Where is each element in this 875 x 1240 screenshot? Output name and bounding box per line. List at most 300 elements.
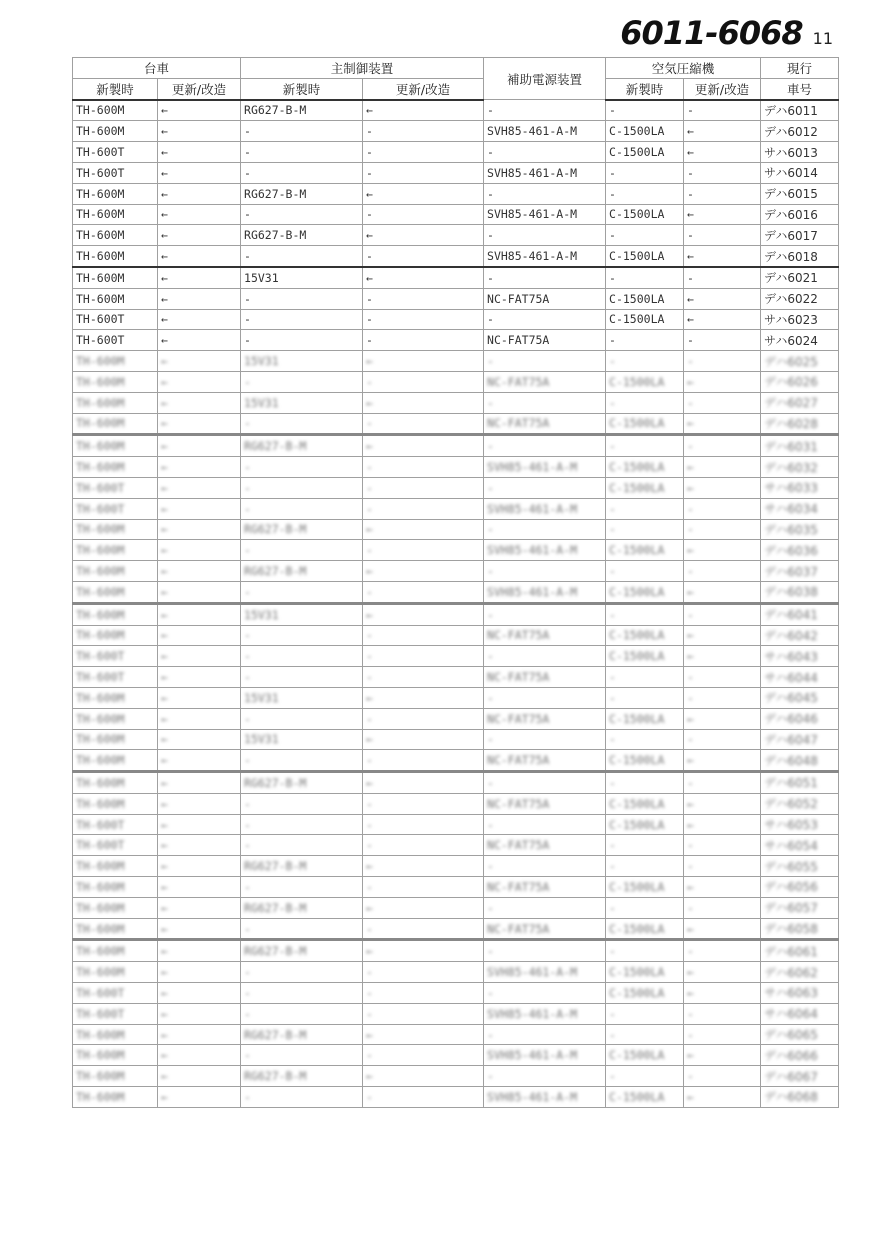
cell-bogie-new: TH-600M xyxy=(73,100,158,121)
cell-compressor-renovated: ← xyxy=(684,793,761,814)
table-row xyxy=(73,983,839,1004)
cell-car-number: デハ6025 xyxy=(761,351,839,372)
cell-car-number: サハ6013 xyxy=(761,142,839,163)
cell-compressor-renovated: - xyxy=(684,687,761,708)
cell-aux-power: - xyxy=(484,1066,606,1087)
cell-bogie-new: TH-600T xyxy=(73,330,158,351)
cell-aux-power: - xyxy=(484,309,606,330)
column-group-bogie: 台車 xyxy=(73,58,241,79)
cell-controller-renovated: - xyxy=(363,814,484,835)
cell-bogie-renovated: ← xyxy=(158,667,241,688)
cell-controller-new: - xyxy=(241,1045,363,1066)
cell-car-number: デハ6056 xyxy=(761,877,839,898)
column-header-controller-new: 新製時 xyxy=(241,78,363,99)
cell-bogie-new: TH-600M xyxy=(73,371,158,392)
table-row xyxy=(73,877,839,898)
cell-controller-renovated: - xyxy=(363,877,484,898)
cell-bogie-new: TH-600M xyxy=(73,183,158,204)
cell-bogie-renovated: ← xyxy=(158,625,241,646)
cell-car-number: デハ6052 xyxy=(761,793,839,814)
cell-bogie-renovated: ← xyxy=(158,962,241,983)
cell-bogie-renovated: ← xyxy=(158,162,241,183)
cell-car-number: サハ6024 xyxy=(761,330,839,351)
cell-controller-renovated: - xyxy=(363,646,484,667)
cell-controller-renovated: ← xyxy=(363,1066,484,1087)
table-row xyxy=(73,793,839,814)
cell-aux-power: SVH85-461-A-M xyxy=(484,962,606,983)
cell-bogie-new: TH-600M xyxy=(73,687,158,708)
cell-bogie-renovated: ← xyxy=(158,814,241,835)
cell-car-number: サハ6053 xyxy=(761,814,839,835)
cell-controller-renovated: - xyxy=(363,498,484,519)
cell-compressor-renovated: ← xyxy=(684,288,761,309)
column-group-main-controller: 主制御装置 xyxy=(241,58,484,79)
cell-car-number: サハ6033 xyxy=(761,477,839,498)
cell-bogie-renovated: ← xyxy=(158,121,241,142)
cell-bogie-renovated: ← xyxy=(158,246,241,267)
cell-bogie-new: TH-600M xyxy=(73,940,158,962)
column-header-compressor-renovated: 更新/改造 xyxy=(684,78,761,99)
cell-compressor-renovated: - xyxy=(684,392,761,413)
cell-bogie-new: TH-600T xyxy=(73,309,158,330)
cell-bogie-renovated: ← xyxy=(158,351,241,372)
cell-controller-new: 15V31 xyxy=(241,351,363,372)
cell-controller-new: - xyxy=(241,162,363,183)
cell-controller-new: - xyxy=(241,413,363,435)
cell-compressor-renovated: - xyxy=(684,519,761,540)
cell-compressor-renovated: ← xyxy=(684,371,761,392)
cell-bogie-new: TH-600M xyxy=(73,918,158,940)
cell-compressor-new: - xyxy=(606,225,684,246)
cell-controller-renovated: ← xyxy=(363,603,484,625)
cell-controller-renovated: ← xyxy=(363,1024,484,1045)
cell-compressor-new: - xyxy=(606,267,684,288)
cell-compressor-renovated: ← xyxy=(684,708,761,729)
cell-controller-new: - xyxy=(241,814,363,835)
cell-car-number: デハ6068 xyxy=(761,1087,839,1108)
cell-aux-power: - xyxy=(484,392,606,413)
cell-controller-renovated: - xyxy=(363,625,484,646)
cell-aux-power: SVH85-461-A-M xyxy=(484,581,606,603)
cell-bogie-renovated: ← xyxy=(158,413,241,435)
cell-car-number: サハ6043 xyxy=(761,646,839,667)
cell-aux-power: - xyxy=(484,856,606,877)
cell-bogie-renovated: ← xyxy=(158,835,241,856)
table-row xyxy=(73,435,839,457)
cell-bogie-renovated: ← xyxy=(158,603,241,625)
cell-car-number: サハ6014 xyxy=(761,162,839,183)
cell-compressor-new: - xyxy=(606,687,684,708)
cell-compressor-renovated: - xyxy=(684,603,761,625)
cell-compressor-new: C-1500LA xyxy=(606,581,684,603)
cell-bogie-renovated: ← xyxy=(158,309,241,330)
cell-car-number: デハ6067 xyxy=(761,1066,839,1087)
cell-bogie-new: TH-600M xyxy=(73,772,158,794)
cell-aux-power: NC-FAT75A xyxy=(484,625,606,646)
cell-car-number: デハ6012 xyxy=(761,121,839,142)
column-header-aux-power: 補助電源装置 xyxy=(484,58,606,100)
table-row xyxy=(73,729,839,750)
cell-aux-power: - xyxy=(484,897,606,918)
cell-compressor-new: - xyxy=(606,392,684,413)
cell-controller-renovated: ← xyxy=(363,351,484,372)
cell-controller-renovated: - xyxy=(363,983,484,1004)
cell-controller-renovated: - xyxy=(363,309,484,330)
cell-controller-renovated: - xyxy=(363,288,484,309)
cell-compressor-renovated: - xyxy=(684,729,761,750)
cell-bogie-renovated: ← xyxy=(158,687,241,708)
table-row xyxy=(73,835,839,856)
column-group-current: 現行 xyxy=(761,58,839,79)
cell-compressor-renovated: - xyxy=(684,330,761,351)
cell-aux-power: - xyxy=(484,814,606,835)
cell-car-number: デハ6042 xyxy=(761,625,839,646)
column-header-bogie-renovated: 更新/改造 xyxy=(158,78,241,99)
cell-compressor-renovated: ← xyxy=(684,309,761,330)
cell-controller-renovated: ← xyxy=(363,267,484,288)
cell-aux-power: SVH85-461-A-M xyxy=(484,162,606,183)
cell-compressor-renovated: - xyxy=(684,435,761,457)
cell-car-number: デハ6016 xyxy=(761,204,839,225)
cell-controller-renovated: - xyxy=(363,162,484,183)
table-row xyxy=(73,371,839,392)
cell-compressor-renovated: ← xyxy=(684,121,761,142)
cell-aux-power: NC-FAT75A xyxy=(484,918,606,940)
cell-controller-new: - xyxy=(241,540,363,561)
cell-aux-power: - xyxy=(484,561,606,582)
cell-aux-power: - xyxy=(484,519,606,540)
cell-bogie-renovated: ← xyxy=(158,142,241,163)
cell-bogie-new: TH-600M xyxy=(73,392,158,413)
cell-controller-new: - xyxy=(241,877,363,898)
cell-aux-power: - xyxy=(484,435,606,457)
page-number: 11 xyxy=(812,29,833,48)
cell-bogie-new: TH-600M xyxy=(73,204,158,225)
table-row xyxy=(73,519,839,540)
cell-controller-renovated: - xyxy=(363,477,484,498)
cell-bogie-new: TH-600T xyxy=(73,1003,158,1024)
table-row xyxy=(73,646,839,667)
cell-compressor-new: - xyxy=(606,100,684,121)
cell-bogie-new: TH-600M xyxy=(73,708,158,729)
cell-controller-new: RG627-B-M xyxy=(241,225,363,246)
cell-compressor-new: - xyxy=(606,856,684,877)
cell-car-number: デハ6041 xyxy=(761,603,839,625)
cell-controller-new: 15V31 xyxy=(241,603,363,625)
cell-car-number: デハ6027 xyxy=(761,392,839,413)
cell-controller-new: - xyxy=(241,1003,363,1024)
cell-controller-renovated: - xyxy=(363,330,484,351)
table-row xyxy=(73,540,839,561)
cell-controller-renovated: - xyxy=(363,918,484,940)
cell-aux-power: - xyxy=(484,603,606,625)
table-row xyxy=(73,309,839,330)
cell-aux-power: - xyxy=(484,477,606,498)
cell-car-number: デハ6051 xyxy=(761,772,839,794)
cell-bogie-new: TH-600T xyxy=(73,835,158,856)
table-row xyxy=(73,687,839,708)
cell-compressor-renovated: - xyxy=(684,835,761,856)
cell-compressor-new: - xyxy=(606,1066,684,1087)
cell-compressor-new: C-1500LA xyxy=(606,1087,684,1108)
cell-bogie-renovated: ← xyxy=(158,1003,241,1024)
cell-controller-new: RG627-B-M xyxy=(241,940,363,962)
cell-compressor-new: C-1500LA xyxy=(606,457,684,478)
table-row xyxy=(73,1024,839,1045)
cell-bogie-new: TH-600M xyxy=(73,519,158,540)
cell-bogie-new: TH-600T xyxy=(73,498,158,519)
cell-car-number: デハ6057 xyxy=(761,897,839,918)
cell-compressor-renovated: - xyxy=(684,267,761,288)
cell-bogie-renovated: ← xyxy=(158,100,241,121)
cell-compressor-new: C-1500LA xyxy=(606,983,684,1004)
cell-aux-power: SVH85-461-A-M xyxy=(484,457,606,478)
cell-bogie-renovated: ← xyxy=(158,793,241,814)
cell-bogie-new: TH-600M xyxy=(73,561,158,582)
cell-bogie-renovated: ← xyxy=(158,897,241,918)
cell-bogie-renovated: ← xyxy=(158,477,241,498)
cell-controller-new: - xyxy=(241,1087,363,1108)
cell-bogie-renovated: ← xyxy=(158,371,241,392)
cell-bogie-new: TH-600M xyxy=(73,793,158,814)
cell-bogie-renovated: ← xyxy=(158,288,241,309)
column-group-air-compressor: 空気圧縮機 xyxy=(606,58,761,79)
cell-aux-power: - xyxy=(484,729,606,750)
table-row xyxy=(73,856,839,877)
cell-compressor-renovated: ← xyxy=(684,477,761,498)
cell-aux-power: SVH85-461-A-M xyxy=(484,1087,606,1108)
cell-bogie-renovated: ← xyxy=(158,204,241,225)
cell-controller-renovated: - xyxy=(363,708,484,729)
cell-compressor-renovated: ← xyxy=(684,204,761,225)
cell-car-number: デハ6018 xyxy=(761,246,839,267)
cell-controller-renovated: - xyxy=(363,1003,484,1024)
cell-car-number: デハ6022 xyxy=(761,288,839,309)
cell-car-number: デハ6037 xyxy=(761,561,839,582)
cell-aux-power: NC-FAT75A xyxy=(484,330,606,351)
cell-bogie-new: TH-600T xyxy=(73,983,158,1004)
cell-bogie-renovated: ← xyxy=(158,183,241,204)
cell-aux-power: - xyxy=(484,183,606,204)
cell-controller-new: - xyxy=(241,750,363,772)
cell-controller-renovated: ← xyxy=(363,561,484,582)
cell-controller-renovated: ← xyxy=(363,183,484,204)
cell-car-number: デハ6062 xyxy=(761,962,839,983)
cell-controller-new: - xyxy=(241,498,363,519)
cell-car-number: サハ6054 xyxy=(761,835,839,856)
cell-controller-renovated: - xyxy=(363,540,484,561)
table-row xyxy=(73,897,839,918)
cell-compressor-new: - xyxy=(606,940,684,962)
cell-bogie-new: TH-600M xyxy=(73,581,158,603)
cell-compressor-renovated: ← xyxy=(684,877,761,898)
table-row xyxy=(73,267,839,288)
cell-compressor-renovated: - xyxy=(684,225,761,246)
table-row xyxy=(73,1003,839,1024)
table-row xyxy=(73,667,839,688)
cell-compressor-new: C-1500LA xyxy=(606,309,684,330)
cell-aux-power: NC-FAT75A xyxy=(484,793,606,814)
table-row xyxy=(73,940,839,962)
cell-compressor-new: - xyxy=(606,183,684,204)
cell-controller-new: - xyxy=(241,246,363,267)
cell-compressor-renovated: ← xyxy=(684,962,761,983)
car-number-range-title: 6011-6068 xyxy=(620,14,803,52)
cell-controller-renovated: ← xyxy=(363,100,484,121)
cell-compressor-renovated: ← xyxy=(684,646,761,667)
cell-compressor-new: - xyxy=(606,1003,684,1024)
cell-compressor-renovated: - xyxy=(684,856,761,877)
table-row xyxy=(73,561,839,582)
cell-compressor-new: C-1500LA xyxy=(606,814,684,835)
cell-bogie-new: TH-600M xyxy=(73,603,158,625)
table-row xyxy=(73,457,839,478)
cell-controller-renovated: ← xyxy=(363,772,484,794)
cell-controller-new: 15V31 xyxy=(241,267,363,288)
cell-aux-power: SVH85-461-A-M xyxy=(484,121,606,142)
cell-controller-new: - xyxy=(241,625,363,646)
cell-car-number: デハ6048 xyxy=(761,750,839,772)
cell-compressor-new: C-1500LA xyxy=(606,708,684,729)
cell-car-number: デハ6028 xyxy=(761,413,839,435)
cell-compressor-new: C-1500LA xyxy=(606,246,684,267)
cell-compressor-new: - xyxy=(606,1024,684,1045)
cell-bogie-renovated: ← xyxy=(158,540,241,561)
cell-aux-power: NC-FAT75A xyxy=(484,835,606,856)
cell-bogie-renovated: ← xyxy=(158,581,241,603)
cell-controller-new: - xyxy=(241,142,363,163)
cell-compressor-new: - xyxy=(606,561,684,582)
cell-bogie-renovated: ← xyxy=(158,1066,241,1087)
cell-controller-renovated: - xyxy=(363,204,484,225)
cell-car-number: デハ6015 xyxy=(761,183,839,204)
table-row xyxy=(73,603,839,625)
cell-bogie-new: TH-600T xyxy=(73,477,158,498)
cell-compressor-new: C-1500LA xyxy=(606,371,684,392)
cell-compressor-new: - xyxy=(606,498,684,519)
cell-controller-renovated: - xyxy=(363,457,484,478)
cell-compressor-renovated: - xyxy=(684,667,761,688)
cell-bogie-new: TH-600M xyxy=(73,225,158,246)
cell-aux-power: - xyxy=(484,940,606,962)
cell-bogie-new: TH-600M xyxy=(73,246,158,267)
cell-bogie-new: TH-600M xyxy=(73,288,158,309)
cell-compressor-renovated: ← xyxy=(684,457,761,478)
cell-bogie-new: TH-600M xyxy=(73,121,158,142)
table-body xyxy=(73,100,839,1108)
cell-bogie-renovated: ← xyxy=(158,750,241,772)
cell-compressor-new: C-1500LA xyxy=(606,625,684,646)
cell-aux-power: NC-FAT75A xyxy=(484,413,606,435)
cell-bogie-renovated: ← xyxy=(158,1024,241,1045)
cell-aux-power: NC-FAT75A xyxy=(484,877,606,898)
cell-controller-renovated: ← xyxy=(363,940,484,962)
cell-controller-renovated: ← xyxy=(363,392,484,413)
cell-compressor-renovated: - xyxy=(684,100,761,121)
cell-bogie-renovated: ← xyxy=(158,392,241,413)
cell-compressor-new: - xyxy=(606,729,684,750)
cell-compressor-new: - xyxy=(606,603,684,625)
table-row xyxy=(73,121,839,142)
cell-controller-renovated: ← xyxy=(363,897,484,918)
cell-controller-renovated: - xyxy=(363,962,484,983)
cell-compressor-renovated: - xyxy=(684,1066,761,1087)
cell-compressor-renovated: ← xyxy=(684,1045,761,1066)
cell-bogie-renovated: ← xyxy=(158,498,241,519)
cell-aux-power: SVH85-461-A-M xyxy=(484,498,606,519)
column-header-controller-renovated: 更新/改造 xyxy=(363,78,484,99)
table-row xyxy=(73,183,839,204)
cell-controller-new: - xyxy=(241,309,363,330)
table-row xyxy=(73,351,839,372)
cell-controller-new: - xyxy=(241,962,363,983)
table-row xyxy=(73,225,839,246)
cell-bogie-new: TH-600M xyxy=(73,897,158,918)
cell-bogie-new: TH-600M xyxy=(73,750,158,772)
cell-car-number: デハ6035 xyxy=(761,519,839,540)
cell-bogie-renovated: ← xyxy=(158,940,241,962)
table-row xyxy=(73,162,839,183)
cell-controller-renovated: - xyxy=(363,793,484,814)
cell-compressor-renovated: ← xyxy=(684,246,761,267)
cell-bogie-renovated: ← xyxy=(158,457,241,478)
cell-compressor-new: C-1500LA xyxy=(606,204,684,225)
cell-controller-new: RG627-B-M xyxy=(241,772,363,794)
table-row xyxy=(73,750,839,772)
cell-controller-new: - xyxy=(241,288,363,309)
cell-controller-new: 15V31 xyxy=(241,729,363,750)
cell-compressor-new: - xyxy=(606,667,684,688)
table-row xyxy=(73,413,839,435)
cell-controller-new: - xyxy=(241,330,363,351)
cell-controller-new: - xyxy=(241,835,363,856)
table-row xyxy=(73,100,839,121)
cell-compressor-renovated: - xyxy=(684,498,761,519)
cell-aux-power: - xyxy=(484,1024,606,1045)
cell-aux-power: NC-FAT75A xyxy=(484,750,606,772)
cell-controller-renovated: ← xyxy=(363,856,484,877)
cell-compressor-renovated: - xyxy=(684,897,761,918)
cell-bogie-new: TH-600M xyxy=(73,1024,158,1045)
cell-compressor-new: C-1500LA xyxy=(606,750,684,772)
cell-bogie-new: TH-600T xyxy=(73,142,158,163)
cell-controller-new: - xyxy=(241,918,363,940)
cell-aux-power: - xyxy=(484,687,606,708)
cell-controller-new: - xyxy=(241,371,363,392)
cell-bogie-new: TH-600T xyxy=(73,814,158,835)
cell-compressor-renovated: ← xyxy=(684,142,761,163)
cell-controller-new: RG627-B-M xyxy=(241,183,363,204)
cell-bogie-new: TH-600M xyxy=(73,1087,158,1108)
cell-compressor-new: C-1500LA xyxy=(606,646,684,667)
table-row xyxy=(73,918,839,940)
table-row xyxy=(73,246,839,267)
table-row xyxy=(73,962,839,983)
cell-compressor-renovated: ← xyxy=(684,814,761,835)
cell-compressor-renovated: ← xyxy=(684,540,761,561)
cell-aux-power: NC-FAT75A xyxy=(484,667,606,688)
table-row xyxy=(73,1087,839,1108)
cell-controller-renovated: - xyxy=(363,246,484,267)
cell-controller-new: RG627-B-M xyxy=(241,519,363,540)
column-header-car-number: 車号 xyxy=(761,78,839,99)
cell-car-number: デハ6011 xyxy=(761,100,839,121)
cell-controller-new: - xyxy=(241,793,363,814)
cell-compressor-renovated: ← xyxy=(684,581,761,603)
cell-bogie-new: TH-600M xyxy=(73,435,158,457)
cell-controller-renovated: - xyxy=(363,750,484,772)
table-row xyxy=(73,204,839,225)
